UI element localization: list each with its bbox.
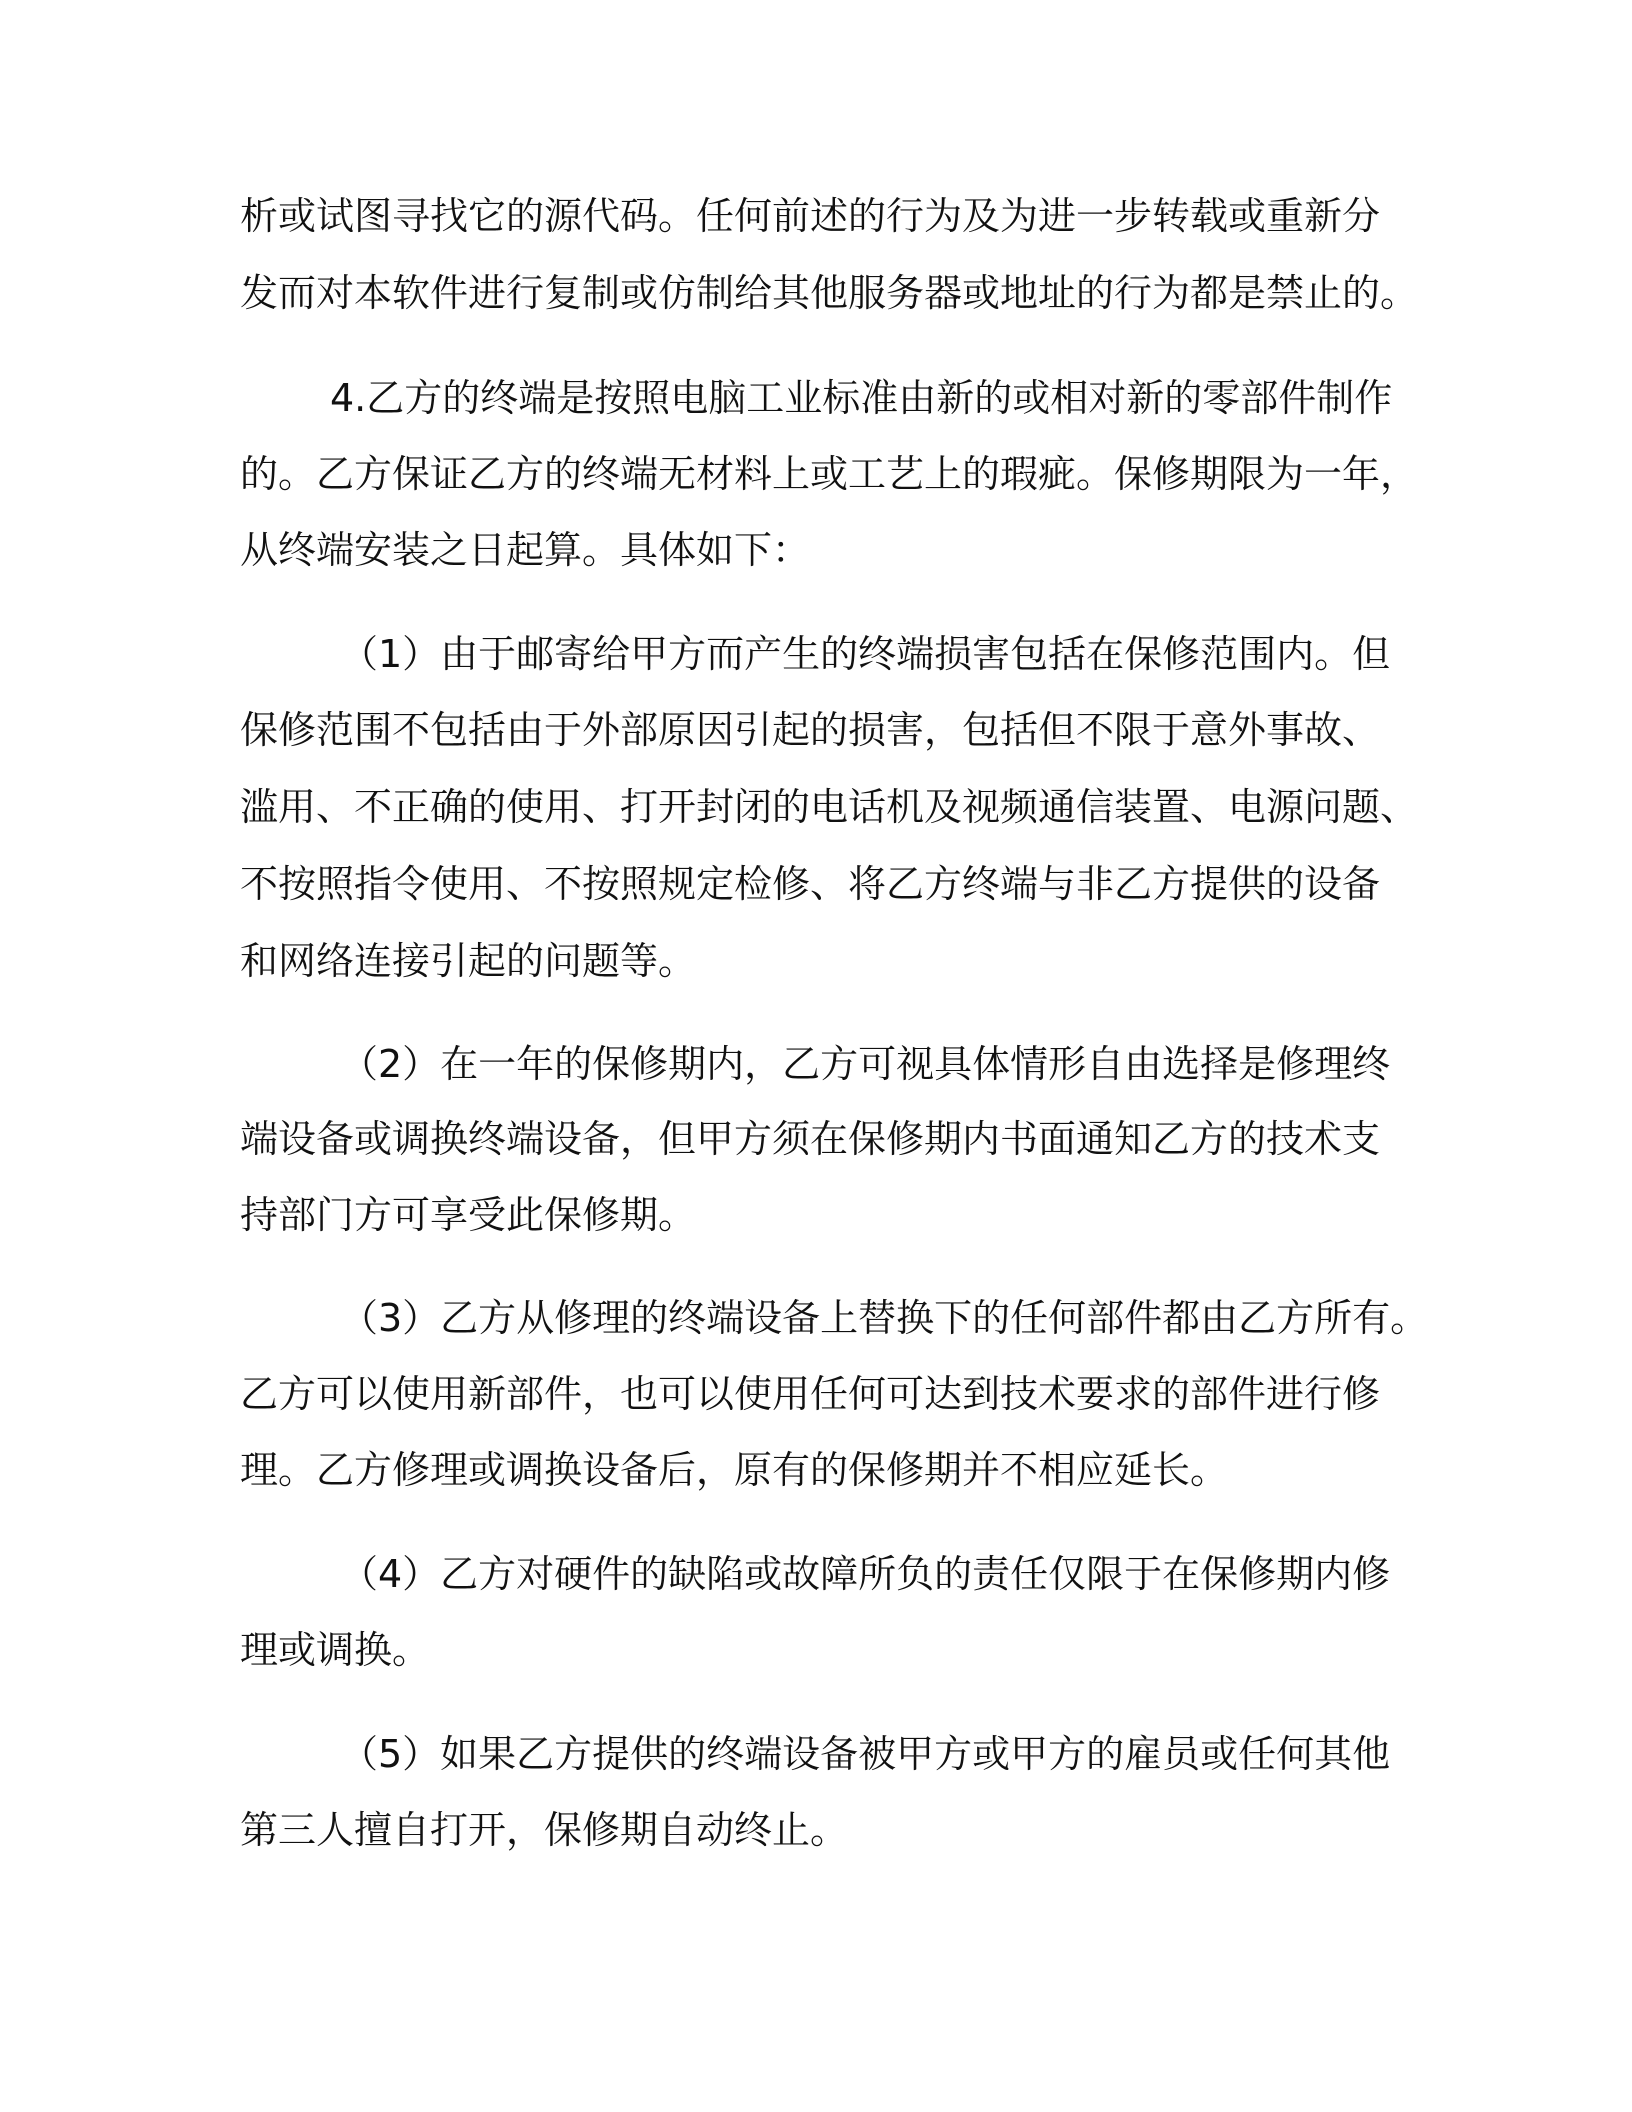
item-3-first-line: （3）乙方从修理的终端设备上替换下的任何部件都由乙方所有。 bbox=[340, 1296, 1429, 1340]
text-line: 理。乙方修理或调换设备后，原有的保修期并不相应延长。 bbox=[240, 1448, 1229, 1492]
text-line: 和网络连接引起的问题等。 bbox=[240, 939, 697, 983]
text-line: 第三人擅自打开，保修期自动终止。 bbox=[240, 1808, 849, 1852]
text-line: 端设备或调换终端设备，但甲方须在保修期内书面通知乙方的技术支 bbox=[240, 1117, 1381, 1161]
text-line: 滥用、不正确的使用、打开封闭的电话机及视频通信装置、电源问题、 bbox=[240, 785, 1419, 829]
item-1-first-line: （1）由于邮寄给甲方而产生的终端损害包括在保修范围内。但 bbox=[340, 632, 1391, 676]
text-line: 不按照指令使用、不按照规定检修、将乙方终端与非乙方提供的设备 bbox=[240, 862, 1381, 906]
text-line: 发而对本软件进行复制或仿制给其他服务器或地址的行为都是禁止的。 bbox=[240, 271, 1419, 315]
item-2-first-line: （2）在一年的保修期内，乙方可视具体情形自由选择是修理终 bbox=[340, 1042, 1391, 1086]
text-line: 持部门方可享受此保修期。 bbox=[240, 1193, 697, 1237]
text-line: 理或调换。 bbox=[240, 1628, 431, 1672]
text-line: 的。乙方保证乙方的终端无材料上或工艺上的瑕疵。保修期限为一年， bbox=[240, 452, 1419, 496]
item-4-first-line: （4）乙方对硬件的缺陷或故障所负的责任仅限于在保修期内修 bbox=[340, 1552, 1391, 1596]
text-line: 析或试图寻找它的源代码。任何前述的行为及为进一步转载或重新分 bbox=[240, 194, 1381, 238]
text-line: 乙方可以使用新部件，也可以使用任何可达到技术要求的部件进行修 bbox=[240, 1372, 1381, 1416]
text-line: 保修范围不包括由于外部原因引起的损害，包括但不限于意外事故、 bbox=[240, 708, 1381, 752]
paragraph-4-heading-line: 4.乙方的终端是按照电脑工业标准由新的或相对新的零部件制作 bbox=[330, 376, 1393, 420]
text-line: 从终端安装之日起算。具体如下： bbox=[240, 528, 811, 572]
item-5-first-line: （5）如果乙方提供的终端设备被甲方或甲方的雇员或任何其他 bbox=[340, 1732, 1391, 1776]
